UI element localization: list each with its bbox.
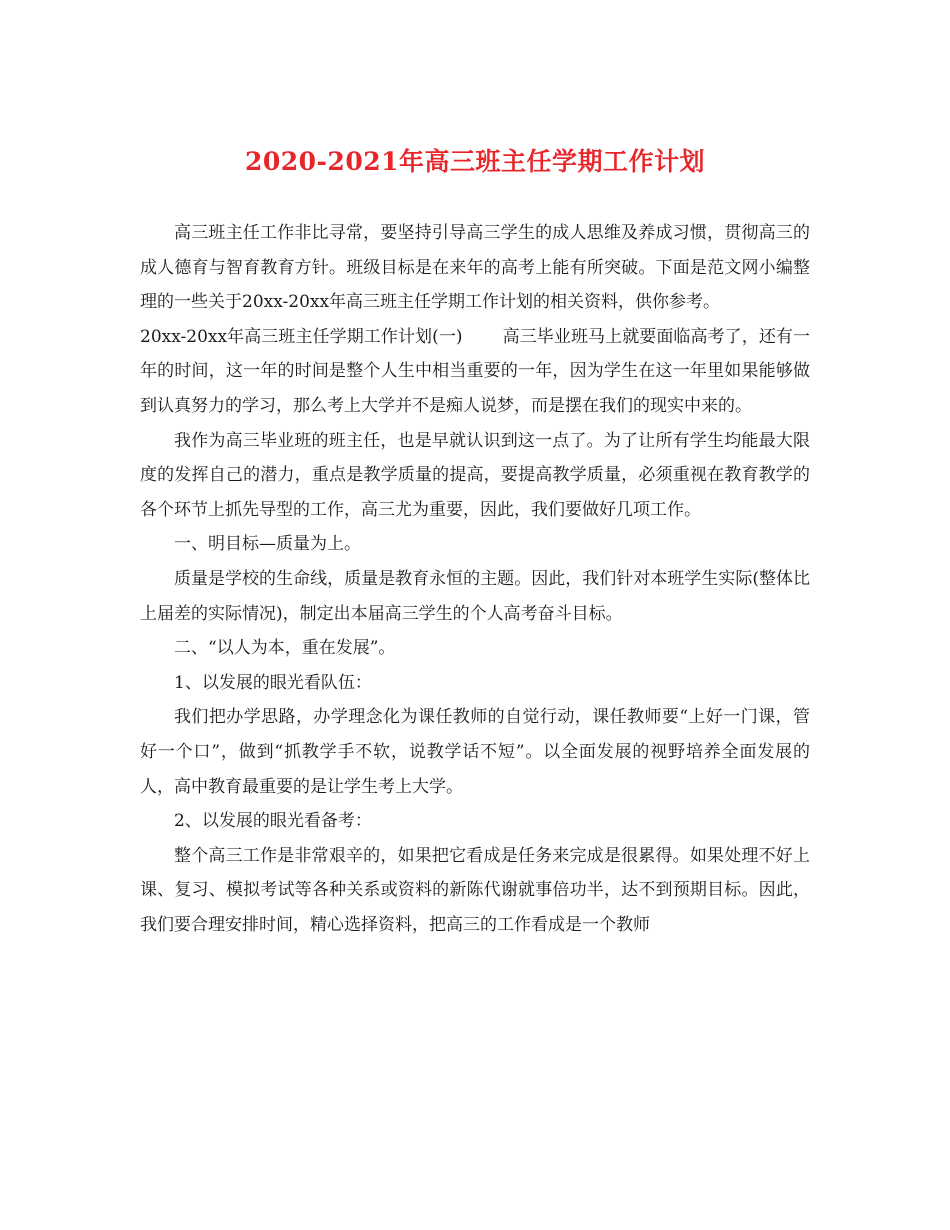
- section-heading: 20xx-20xx年高三班主任学期工作计划(一): [140, 326, 463, 347]
- section-paragraph: 高三毕业班马上就要面临高考了，还有一年的时间，这一年的时间是整个人生中相当重要的一年，因为学生在这一年里如果能够做到认真努力的学习，那么考上大学并不是痴人说梦，而是摆在我们的现实中来的。: [140, 326, 811, 416]
- heading-exam-prep: 2、以发展的眼光看备考：: [174, 811, 372, 832]
- paragraph-quality: 质量是学校的生命线，质量是教育永恒的主题。因此，我们针对本班学生实际(整体比上届差的实际情况)，制定出本届高三学生的个人高考奋斗目标。: [140, 568, 810, 624]
- paragraph-teacher-role: 我作为高三毕业班的班主任，也是早就认识到这一点了。为了让所有学生均能最大限度的发挥自己的潜力，重点是教学质量的提高，要提高教学质量，必须重视在教育教学的各个环节上抓先导型的工作，高三尤为重要，因此，我们要做好几项工作。: [140, 430, 810, 520]
- paragraph-team: 我们把办学思路，办学理念化为课任教师的自觉行动，课任教师要“上好一门课，管好一个口”，做到“抓教学手不软，说教学话不短”。以全面发展的视野培养全面发展的人，高中教育最重要的是让学生考上大学。: [140, 707, 810, 797]
- intro-paragraph: 高三班主任工作非比寻常，要坚持引导高三学生的成人思维及养成习惯，贯彻高三的成人德育与智育教育方针。班级目标是在来年的高考上能有所突破。下面是范文网小编整理的一些关于20xx-20xx年高三班主任学期工作计划的相关资料，供你参考。: [140, 223, 810, 313]
- document-body: [140, 216, 810, 942]
- heading-people-first: 二、“以人为本，重在发展”。: [174, 638, 396, 659]
- document-title: 2020-2021年高三班主任学期工作计划: [244, 147, 706, 176]
- heading-goal: 一、明目标—质量为上。: [174, 534, 361, 555]
- paragraph-exam-prep: 整个高三工作是非常艰辛的，如果把它看成是任务来完成是很累得。如果处理不好上课、复习、模拟考试等各种关系或资料的新陈代谢就事倍功半，达不到预期目标。因此，我们要合理安排时间，精心选择资料，把高三的工作看成是一个教师: [140, 845, 810, 935]
- section-block: [140, 320, 810, 424]
- heading-team: 1、以发展的眼光看队伍：: [174, 672, 372, 693]
